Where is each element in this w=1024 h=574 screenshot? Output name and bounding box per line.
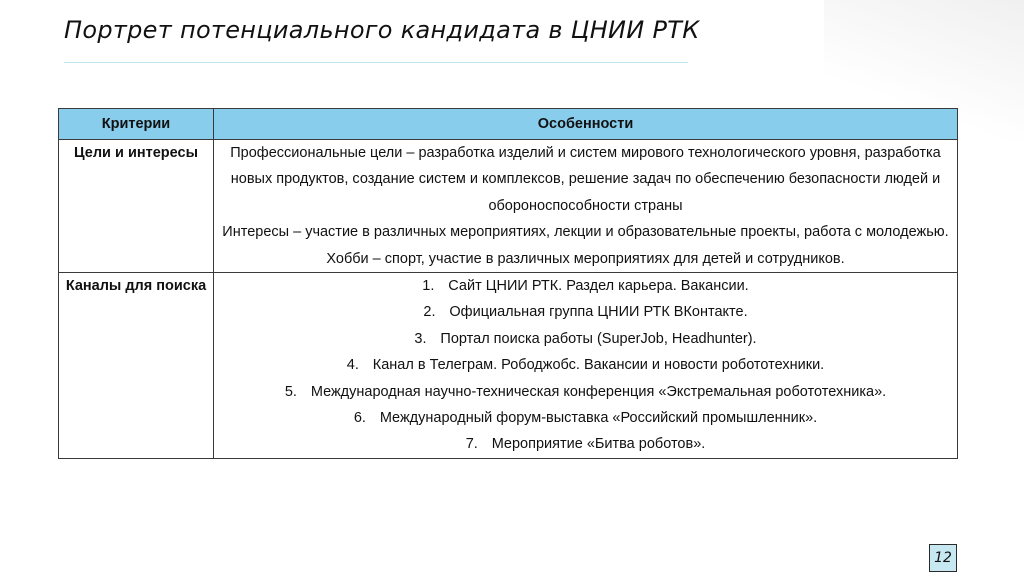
- goals-hobby: Хобби – спорт, участие в различных мероприятиях для детей и сотрудников.: [326, 250, 845, 267]
- channel-number: 4.: [346, 357, 359, 374]
- channel-item: [220, 379, 951, 405]
- channel-number: 2.: [423, 304, 436, 321]
- table-row-goals: [59, 140, 958, 273]
- features-goals: [214, 140, 958, 273]
- goals-professional: Профессиональные цели – разработка изделий и систем мирового технологического уровня, разработка новых продуктов, создание систем и комплексов, решение задач по обеспечению безопасности людей и обороноспособности страны: [230, 145, 941, 214]
- channel-item: [220, 273, 951, 299]
- goals-interests: Интересы – участие в различных мероприятиях, лекции и образовательные проекты, работа с молодежью.: [222, 224, 949, 241]
- criterion-channels: Каналы для поиска: [59, 273, 214, 459]
- channel-number: 5.: [284, 383, 297, 400]
- title-underline: [64, 62, 688, 63]
- channel-text: Сайт ЦНИИ РТК. Раздел карьера. Вакансии.: [448, 278, 749, 295]
- channel-text: Официальная группа ЦНИИ РТК ВКонтакте.: [449, 304, 748, 321]
- channel-item: [220, 352, 951, 378]
- header-criteria: Критерии: [59, 109, 214, 140]
- criterion-goals: Цели и интересы: [59, 140, 214, 273]
- channel-text: Международная научно-техническая конференция «Экстремальная робототехника».: [310, 383, 887, 400]
- channel-number: 3.: [414, 330, 427, 347]
- channel-text: Портал поиска работы (SuperJob, Headhunter).: [440, 330, 757, 347]
- table-header-row: [59, 109, 958, 140]
- channel-text: Международный форум-выставка «Российский промышленник».: [379, 410, 818, 427]
- channel-item: [220, 326, 951, 352]
- header-features: Особенности: [214, 109, 958, 140]
- channel-number: 7.: [465, 436, 478, 453]
- features-channels: [214, 273, 958, 459]
- channel-text: Канал в Телеграм. Рободжобс. Вакансии и новости робототехники.: [372, 357, 825, 374]
- channel-item: [220, 405, 951, 431]
- channel-number: 1.: [422, 278, 435, 295]
- channel-item: [220, 431, 951, 457]
- table-row-channels: [59, 273, 958, 459]
- channel-item: [220, 299, 951, 325]
- slide-title: Портрет потенциального кандидата в ЦНИИ РТК: [64, 16, 700, 44]
- channel-number: 6.: [353, 410, 366, 427]
- criteria-table: [58, 108, 958, 459]
- page-number-badge: 12: [929, 544, 957, 572]
- channel-text: Мероприятие «Битва роботов».: [491, 436, 706, 453]
